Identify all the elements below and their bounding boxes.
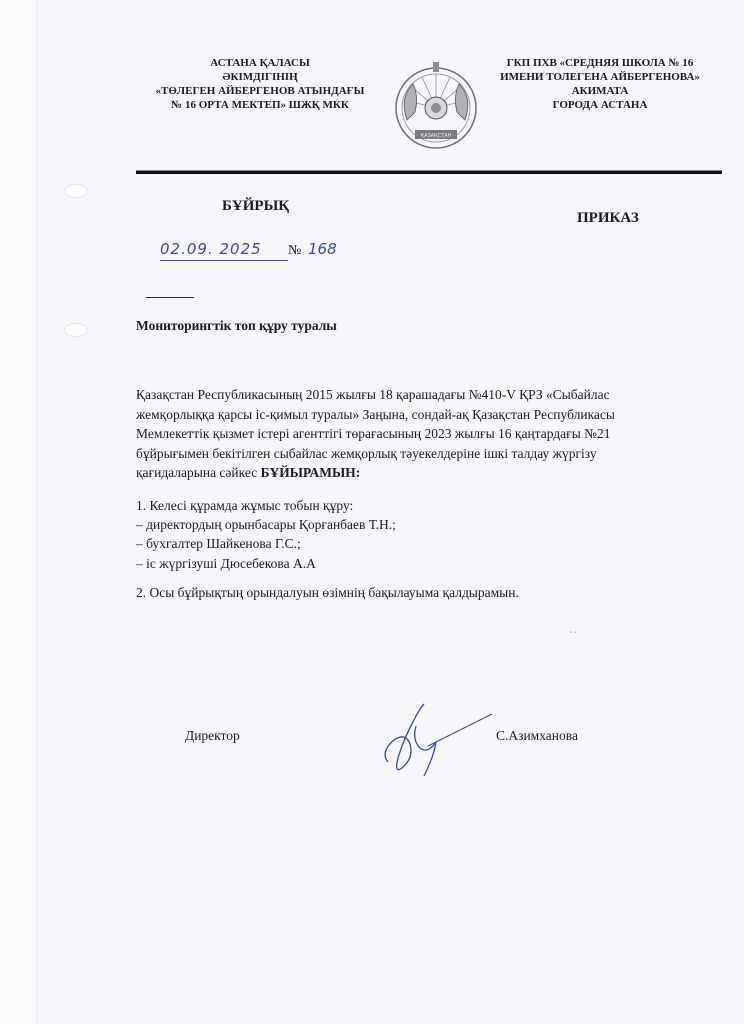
header-left-line: № 16 ОРТА МЕКТЕП» ШЖҚ МКК [171,99,349,111]
header-divider [136,170,722,174]
preamble [136,385,726,483]
signatory-role: Директор [185,728,240,743]
member-item: – бухгалтер Шайкенова Г.С.; [136,536,301,552]
header-left-line: «ТӨЛЕГЕН АЙБЕРГЕНОВ АТЫНДАҒЫ [155,85,365,97]
state-emblem-icon [393,50,479,166]
short-divider [146,297,194,298]
order-number-label: № [288,243,302,258]
header-right-line: ГКП ПХВ «СРЕДНЯЯ ШКОЛА № 16 [506,57,694,69]
preamble-line: Қазақстан Республикасының 2015 жылғы 18 қарашадағы №410-V ҚРЗ «Сыбайлас [136,387,610,402]
punch-hole-top [64,184,88,198]
preamble-last-line [136,463,726,483]
header-russian-org [500,56,700,112]
preamble-line: Мемлекеттік қызмет істері агенттігі төрағасының 2023 жылғы 16 қаңтардағы №21 [136,426,611,441]
order-date: 02.09. 2025 [160,240,288,261]
point-1 [136,496,396,573]
header-right-line: АКИМАТА [571,85,629,97]
faint-scan-marks: · · · · ▪▪ [540,630,579,636]
header-right-line: ГОРОДА АСТАНА [552,99,648,111]
header-left-line: АСТАНА ҚАЛАСЫ [210,57,310,69]
signatory-name: С.Азимханова [496,728,578,743]
point-2: 2. Осы бұйрықтың орындалуын өзімнің бақылауыма қалдырамын. [136,585,519,600]
svg-text:ҚАЗАҚСТАН: ҚАЗАҚСТАН [420,133,452,139]
order-number: 168 [308,240,337,258]
page-margin-strip [0,0,37,1024]
header-kazakh-org [140,56,380,112]
preamble-last-prefix: қағидаларына сәйкес [136,465,261,480]
preamble-line: жемқорлыққа қарсы іс-қимыл туралы» Заңына, сондай-ақ Қазақстан Республикасы [136,406,615,422]
order-decree-word: БҰЙЫРАМЫН: [260,465,361,480]
member-item: – директордың орынбасары Қорғанбаев Т.Н.; [136,517,396,533]
header-left-line: ӘКІМДІГІНІҢ [222,71,298,83]
point-1-heading: 1. Келесі құрамда жұмыс тобын құру: [136,498,354,513]
order-subject: Мониторингтік топ құру туралы [136,318,337,333]
member-item: – іс жүргізуші Дюсебекова А.А [136,555,316,571]
document-title-kz: БҰЙРЫҚ [222,198,290,214]
preamble-line: бұйрығымен бекітілген сыбайлас жемқорлық тәуекелдеріне ішкі талдау жүргізу [136,445,597,461]
punch-hole-bottom [64,323,88,337]
document-title-ru: ПРИКАЗ [577,210,639,226]
header-right-line: ИМЕНИ ТОЛЕГЕНА АЙБЕРГЕНОВА» [500,71,700,83]
